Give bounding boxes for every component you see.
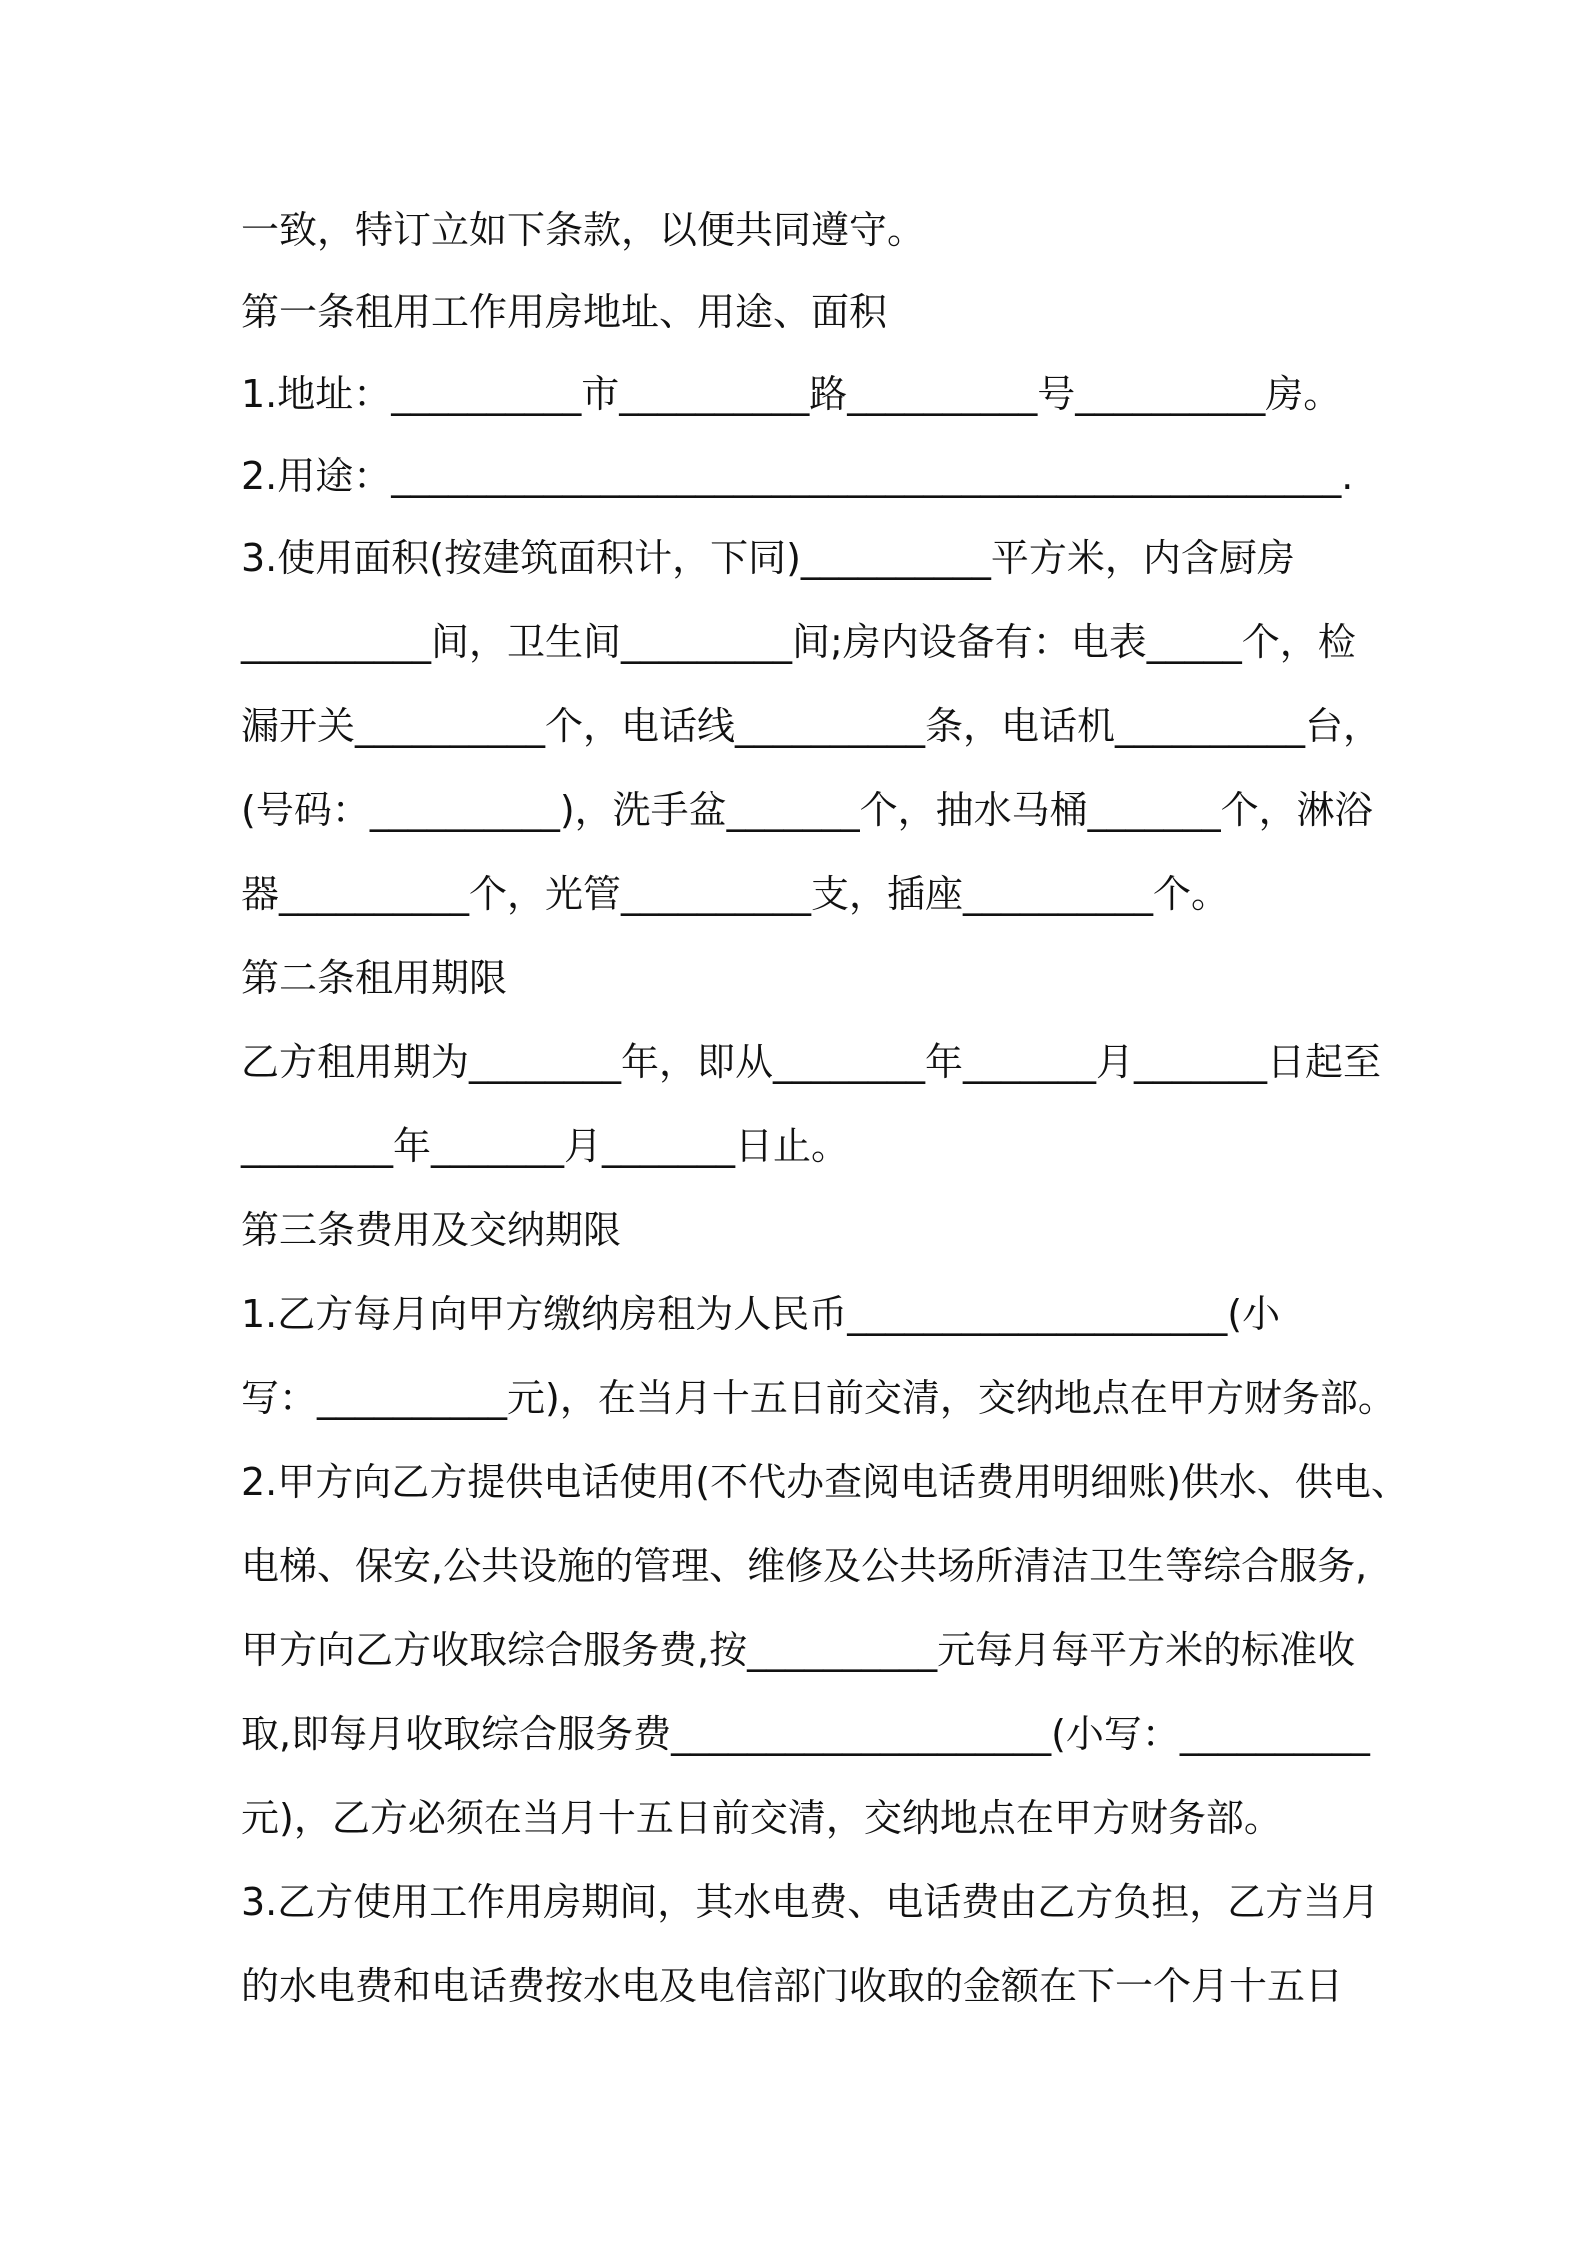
text-line: 乙方租用期为________年，即从________年_______月_______日起至 xyxy=(241,1040,1382,1084)
section-heading: 第一条租用工作用房地址、用途、面积 xyxy=(241,290,888,334)
text-line: ________年_______月_______日止。 xyxy=(241,1124,850,1168)
text-line: 3.乙方使用工作用房期间，其水电费、电话费由乙方负担，乙方当月 xyxy=(241,1880,1380,1924)
text-line: 1.乙方每月向甲方缴纳房租为人民币____________________(小 xyxy=(241,1292,1281,1336)
text-line: 漏开关__________个，电话线__________条，电话机__________台， xyxy=(241,704,1382,748)
text-line: 元)，乙方必须在当月十五日前交清，交纳地点在甲方财务部。 xyxy=(241,1796,1282,1840)
text-line: __________间，卫生间_________间;房内设备有：电表_____个，检 xyxy=(241,620,1356,664)
section-heading: 第二条租用期限 xyxy=(241,956,508,1000)
text-line: 器__________个，光管__________支，插座__________个。 xyxy=(241,872,1230,916)
text-line: (号码：__________)，洗手盆_______个，抽水马桶_______个，淋浴 xyxy=(241,788,1373,832)
text-line: 3.使用面积(按建筑面积计，下同)__________平方米，内含厨房 xyxy=(241,536,1295,580)
text-line: 2.甲方向乙方提供电话使用(不代办查阅电话费用明细账)供水、供电、 xyxy=(241,1460,1409,1504)
text-line: 甲方向乙方收取综合服务费,按__________元每月每平方米的标准收 xyxy=(241,1628,1356,1672)
text-line: 电梯、保安,公共设施的管理、维修及公共场所清洁卫生等综合服务, xyxy=(241,1544,1368,1588)
text-line: 的水电费和电话费按水电及电信部门收取的金额在下一个月十五日 xyxy=(241,1964,1344,2008)
text-line: 1.地址：__________市__________路__________号__________房。 xyxy=(241,372,1342,416)
text-line: 2.用途：__________________________________________________. xyxy=(241,454,1354,498)
section-heading: 第三条费用及交纳期限 xyxy=(241,1208,622,1252)
text-line: 取,即每月收取综合服务费____________________(小写：__________ xyxy=(241,1712,1370,1756)
text-line: 一致，特订立如下条款，以便共同遵守。 xyxy=(241,208,926,252)
text-line: 写：__________元)，在当月十五日前交清，交纳地点在甲方财务部。 xyxy=(241,1376,1396,1420)
